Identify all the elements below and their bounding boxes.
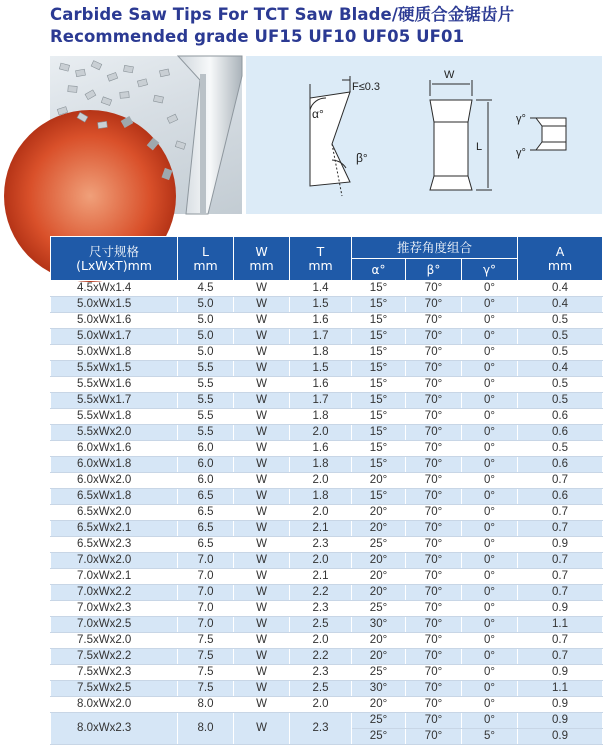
saw-tip-diagram bbox=[246, 56, 602, 214]
size-cell: 6.5xWx2.3 bbox=[51, 537, 178, 553]
beta-cell: 70° bbox=[406, 569, 462, 585]
length-dimension-label: L bbox=[476, 141, 483, 153]
w-cell: W bbox=[234, 601, 290, 617]
w-cell: W bbox=[234, 505, 290, 521]
t-cell: 1.8 bbox=[290, 489, 352, 505]
size-cell: 7.0xWx2.0 bbox=[51, 553, 178, 569]
gamma-cell: 5° bbox=[462, 729, 518, 745]
a-cell: 0.4 bbox=[518, 281, 603, 297]
size-cell: 5.5xWx1.7 bbox=[51, 393, 178, 409]
t-cell: 2.1 bbox=[290, 569, 352, 585]
table-row bbox=[51, 329, 603, 345]
l-cell: 7.5 bbox=[178, 681, 234, 697]
gamma-cell: 0° bbox=[462, 585, 518, 601]
beta-cell: 70° bbox=[406, 681, 462, 697]
beta-cell: 70° bbox=[406, 697, 462, 713]
t-cell: 2.0 bbox=[290, 473, 352, 489]
beta-cell: 70° bbox=[406, 313, 462, 329]
l-cell: 5.0 bbox=[178, 313, 234, 329]
table-row bbox=[51, 521, 603, 537]
l-cell: 8.0 bbox=[178, 713, 234, 745]
table-row bbox=[51, 537, 603, 553]
gamma-column-header: γ° bbox=[462, 259, 518, 281]
t-cell: 2.2 bbox=[290, 585, 352, 601]
l-cell: 6.5 bbox=[178, 505, 234, 521]
alpha-cell: 25° bbox=[352, 537, 406, 553]
w-cell: W bbox=[234, 441, 290, 457]
a-cell: 0.5 bbox=[518, 393, 603, 409]
w-cell: W bbox=[234, 553, 290, 569]
w-cell: W bbox=[234, 681, 290, 697]
w-cell: W bbox=[234, 361, 290, 377]
l-cell: 5.5 bbox=[178, 425, 234, 441]
l-cell: 5.5 bbox=[178, 377, 234, 393]
l-cell: 5.0 bbox=[178, 297, 234, 313]
size-cell: 7.5xWx2.0 bbox=[51, 633, 178, 649]
a-cell: 0.5 bbox=[518, 441, 603, 457]
a-cell: 0.7 bbox=[518, 521, 603, 537]
a-cell: 0.6 bbox=[518, 425, 603, 441]
beta-angle-label: β° bbox=[356, 151, 368, 165]
l-cell: 6.0 bbox=[178, 457, 234, 473]
w-cell: W bbox=[234, 665, 290, 681]
alpha-cell: 25° bbox=[352, 729, 406, 745]
size-cell: 6.0xWx1.6 bbox=[51, 441, 178, 457]
size-cell: 5.5xWx1.5 bbox=[51, 361, 178, 377]
beta-cell: 70° bbox=[406, 665, 462, 681]
w-cell: W bbox=[234, 457, 290, 473]
t-cell: 1.7 bbox=[290, 329, 352, 345]
size-cell: 5.5xWx1.6 bbox=[51, 377, 178, 393]
a-cell: 0.7 bbox=[518, 505, 603, 521]
w-cell: W bbox=[234, 537, 290, 553]
a-cell: 1.1 bbox=[518, 681, 603, 697]
table-row bbox=[51, 361, 603, 377]
size-cell: 7.0xWx2.2 bbox=[51, 585, 178, 601]
table-row bbox=[51, 281, 603, 297]
w-cell: W bbox=[234, 281, 290, 297]
alpha-cell: 15° bbox=[352, 345, 406, 361]
beta-cell: 70° bbox=[406, 585, 462, 601]
alpha-cell: 20° bbox=[352, 585, 406, 601]
t-cell: 2.3 bbox=[290, 713, 352, 745]
w-cell: W bbox=[234, 329, 290, 345]
a-cell: 0.7 bbox=[518, 649, 603, 665]
a-cell: 0.9 bbox=[518, 665, 603, 681]
alpha-cell: 15° bbox=[352, 329, 406, 345]
l-cell: 5.5 bbox=[178, 393, 234, 409]
table-row bbox=[51, 409, 603, 425]
angle-group-header: 推荐角度组合 bbox=[352, 237, 518, 259]
t-cell: 1.5 bbox=[290, 297, 352, 313]
l-cell: 5.5 bbox=[178, 409, 234, 425]
table-row bbox=[51, 649, 603, 665]
gamma-cell: 0° bbox=[462, 553, 518, 569]
alpha-cell: 20° bbox=[352, 505, 406, 521]
front-view bbox=[430, 80, 492, 190]
alpha-cell: 30° bbox=[352, 681, 406, 697]
gamma-angle-bottom-label: γ° bbox=[516, 147, 526, 159]
size-cell: 7.0xWx2.3 bbox=[51, 601, 178, 617]
table-row bbox=[51, 697, 603, 713]
w-cell: W bbox=[234, 713, 290, 745]
gamma-cell: 0° bbox=[462, 713, 518, 729]
table-row bbox=[51, 553, 603, 569]
l-cell: 7.0 bbox=[178, 601, 234, 617]
a-cell: 0.5 bbox=[518, 377, 603, 393]
t-cell: 2.5 bbox=[290, 617, 352, 633]
alpha-cell: 15° bbox=[352, 281, 406, 297]
table-row bbox=[51, 601, 603, 617]
size-cell: 5.5xWx2.0 bbox=[51, 425, 178, 441]
a-cell: 0.9 bbox=[518, 537, 603, 553]
alpha-cell: 15° bbox=[352, 441, 406, 457]
w-cell: W bbox=[234, 473, 290, 489]
t-cell: 2.1 bbox=[290, 521, 352, 537]
alpha-cell: 15° bbox=[352, 393, 406, 409]
t-cell: 1.8 bbox=[290, 409, 352, 425]
a-cell: 0.7 bbox=[518, 569, 603, 585]
t-cell: 2.0 bbox=[290, 633, 352, 649]
alpha-cell: 15° bbox=[352, 457, 406, 473]
gamma-cell: 0° bbox=[462, 649, 518, 665]
size-cell: 6.5xWx2.1 bbox=[51, 521, 178, 537]
w-cell: W bbox=[234, 617, 290, 633]
beta-cell: 70° bbox=[406, 473, 462, 489]
alpha-cell: 15° bbox=[352, 297, 406, 313]
gamma-cell: 0° bbox=[462, 633, 518, 649]
l-cell: 6.5 bbox=[178, 537, 234, 553]
t-cell: 1.6 bbox=[290, 441, 352, 457]
gamma-cell: 0° bbox=[462, 569, 518, 585]
gamma-cell: 0° bbox=[462, 457, 518, 473]
technical-drawing bbox=[246, 56, 602, 214]
a-cell: 0.9 bbox=[518, 601, 603, 617]
beta-cell: 70° bbox=[406, 521, 462, 537]
alpha-cell: 25° bbox=[352, 713, 406, 729]
size-cell: 7.0xWx2.1 bbox=[51, 569, 178, 585]
w-cell: W bbox=[234, 697, 290, 713]
alpha-cell: 25° bbox=[352, 601, 406, 617]
size-cell: 6.5xWx1.8 bbox=[51, 489, 178, 505]
size-cell: 7.0xWx2.5 bbox=[51, 617, 178, 633]
table-row bbox=[51, 313, 603, 329]
specification-rows bbox=[51, 281, 603, 745]
beta-cell: 70° bbox=[406, 425, 462, 441]
a-cell: 0.5 bbox=[518, 329, 603, 345]
t-cell: 1.7 bbox=[290, 393, 352, 409]
w-cell: W bbox=[234, 393, 290, 409]
size-cell: 8.0xWx2.0 bbox=[51, 697, 178, 713]
table-row bbox=[51, 297, 603, 313]
t-cell: 2.0 bbox=[290, 697, 352, 713]
beta-cell: 70° bbox=[406, 393, 462, 409]
l-cell: 6.5 bbox=[178, 521, 234, 537]
size-cell: 6.0xWx1.8 bbox=[51, 457, 178, 473]
l-cell: 7.0 bbox=[178, 553, 234, 569]
width-dimension-label: W bbox=[444, 69, 455, 81]
beta-cell: 70° bbox=[406, 601, 462, 617]
gamma-cell: 0° bbox=[462, 681, 518, 697]
a-cell: 0.6 bbox=[518, 457, 603, 473]
size-cell: 5.0xWx1.6 bbox=[51, 313, 178, 329]
alpha-cell: 20° bbox=[352, 473, 406, 489]
beta-cell: 70° bbox=[406, 441, 462, 457]
l-cell: 5.0 bbox=[178, 345, 234, 361]
beta-cell: 70° bbox=[406, 537, 462, 553]
w-cell: W bbox=[234, 633, 290, 649]
beta-column-header: β° bbox=[406, 259, 462, 281]
beta-cell: 70° bbox=[406, 329, 462, 345]
alpha-cell: 15° bbox=[352, 361, 406, 377]
a-cell: 0.5 bbox=[518, 313, 603, 329]
gamma-cell: 0° bbox=[462, 345, 518, 361]
saw-blade-photo-illustration bbox=[50, 56, 242, 214]
beta-cell: 70° bbox=[406, 729, 462, 745]
alpha-cell: 30° bbox=[352, 617, 406, 633]
a-cell: 0.6 bbox=[518, 489, 603, 505]
beta-cell: 70° bbox=[406, 633, 462, 649]
a-cell: 0.7 bbox=[518, 473, 603, 489]
l-cell: 8.0 bbox=[178, 697, 234, 713]
beta-cell: 70° bbox=[406, 505, 462, 521]
top-view bbox=[530, 118, 566, 150]
alpha-cell: 15° bbox=[352, 409, 406, 425]
t-cell: 2.0 bbox=[290, 425, 352, 441]
l-cell: 7.0 bbox=[178, 617, 234, 633]
l-cell: 6.5 bbox=[178, 489, 234, 505]
gamma-cell: 0° bbox=[462, 441, 518, 457]
a-cell: 0.9 bbox=[518, 697, 603, 713]
beta-cell: 70° bbox=[406, 409, 462, 425]
t-cell: 2.0 bbox=[290, 505, 352, 521]
beta-cell: 70° bbox=[406, 553, 462, 569]
a-cell: 0.4 bbox=[518, 297, 603, 313]
w-cell: W bbox=[234, 345, 290, 361]
a-cell: 1.1 bbox=[518, 617, 603, 633]
gamma-cell: 0° bbox=[462, 313, 518, 329]
gamma-cell: 0° bbox=[462, 489, 518, 505]
page-header bbox=[50, 4, 610, 48]
size-cell: 7.5xWx2.3 bbox=[51, 665, 178, 681]
table-row bbox=[51, 377, 603, 393]
alpha-cell: 20° bbox=[352, 697, 406, 713]
table-row bbox=[51, 441, 603, 457]
alpha-cell: 15° bbox=[352, 313, 406, 329]
size-column-header: 尺寸规格 (LxWxT)mm bbox=[51, 237, 178, 281]
size-cell: 5.5xWx1.8 bbox=[51, 409, 178, 425]
alpha-cell: 20° bbox=[352, 521, 406, 537]
size-cell: 5.0xWx1.7 bbox=[51, 329, 178, 345]
gamma-cell: 0° bbox=[462, 521, 518, 537]
aluminium-profile bbox=[178, 56, 242, 214]
l-cell: 7.0 bbox=[178, 585, 234, 601]
w-cell: W bbox=[234, 521, 290, 537]
table-row bbox=[51, 345, 603, 361]
alpha-cell: 15° bbox=[352, 377, 406, 393]
table-row bbox=[51, 457, 603, 473]
t-cell: 2.2 bbox=[290, 649, 352, 665]
alpha-cell: 20° bbox=[352, 649, 406, 665]
size-cell: 6.0xWx2.0 bbox=[51, 473, 178, 489]
a-cell: 0.5 bbox=[518, 345, 603, 361]
l-cell: 7.5 bbox=[178, 649, 234, 665]
w-cell: W bbox=[234, 425, 290, 441]
gamma-angle-top-label: γ° bbox=[516, 113, 526, 125]
w-cell: W bbox=[234, 313, 290, 329]
w-cell: W bbox=[234, 377, 290, 393]
gamma-cell: 0° bbox=[462, 697, 518, 713]
alpha-cell: 15° bbox=[352, 425, 406, 441]
gamma-cell: 0° bbox=[462, 409, 518, 425]
beta-cell: 70° bbox=[406, 489, 462, 505]
t-cell: 1.6 bbox=[290, 377, 352, 393]
a-cell: 0.9 bbox=[518, 729, 603, 745]
l-cell: 7.5 bbox=[178, 665, 234, 681]
product-photo bbox=[50, 56, 242, 214]
l-cell: 6.0 bbox=[178, 441, 234, 457]
a-column-header: A mm bbox=[518, 237, 603, 281]
table-row bbox=[51, 665, 603, 681]
gamma-cell: 0° bbox=[462, 425, 518, 441]
gamma-cell: 0° bbox=[462, 297, 518, 313]
table-row bbox=[51, 393, 603, 409]
t-cell: 1.6 bbox=[290, 313, 352, 329]
w-cell: W bbox=[234, 649, 290, 665]
beta-cell: 70° bbox=[406, 457, 462, 473]
gamma-cell: 0° bbox=[462, 377, 518, 393]
w-cell: W bbox=[234, 297, 290, 313]
t-cell: 1.4 bbox=[290, 281, 352, 297]
table-row-merged-1 bbox=[51, 713, 603, 729]
size-cell: 8.0xWx2.3 bbox=[51, 713, 178, 745]
table-row bbox=[51, 633, 603, 649]
beta-cell: 70° bbox=[406, 617, 462, 633]
a-cell: 0.7 bbox=[518, 633, 603, 649]
t-cell: 2.3 bbox=[290, 601, 352, 617]
size-cell: 4.5xWx1.4 bbox=[51, 281, 178, 297]
gamma-cell: 0° bbox=[462, 665, 518, 681]
gamma-cell: 0° bbox=[462, 393, 518, 409]
beta-cell: 70° bbox=[406, 297, 462, 313]
alpha-cell: 25° bbox=[352, 665, 406, 681]
gamma-cell: 0° bbox=[462, 473, 518, 489]
l-cell: 6.0 bbox=[178, 473, 234, 489]
t-cell: 1.5 bbox=[290, 361, 352, 377]
table-row bbox=[51, 569, 603, 585]
beta-cell: 70° bbox=[406, 345, 462, 361]
w-cell: W bbox=[234, 489, 290, 505]
beta-cell: 70° bbox=[406, 361, 462, 377]
t-cell: 2.0 bbox=[290, 553, 352, 569]
l-cell: 7.5 bbox=[178, 633, 234, 649]
t-cell: 2.3 bbox=[290, 665, 352, 681]
table-row bbox=[51, 425, 603, 441]
gamma-cell: 0° bbox=[462, 281, 518, 297]
size-cell: 7.5xWx2.2 bbox=[51, 649, 178, 665]
w-cell: W bbox=[234, 409, 290, 425]
t-cell: 1.8 bbox=[290, 457, 352, 473]
alpha-cell: 15° bbox=[352, 489, 406, 505]
page-title: Carbide Saw Tips For TCT Saw Blade/硬质合金锯齿片 bbox=[50, 5, 515, 24]
w-cell: W bbox=[234, 585, 290, 601]
l-cell: 7.0 bbox=[178, 569, 234, 585]
l-cell: 4.5 bbox=[178, 281, 234, 297]
a-cell: 0.4 bbox=[518, 361, 603, 377]
size-cell: 6.5xWx2.0 bbox=[51, 505, 178, 521]
l-cell: 5.0 bbox=[178, 329, 234, 345]
specification-table bbox=[50, 236, 603, 745]
a-cell: 0.7 bbox=[518, 585, 603, 601]
table-row bbox=[51, 473, 603, 489]
alpha-cell: 20° bbox=[352, 569, 406, 585]
l-cell: 5.5 bbox=[178, 361, 234, 377]
a-cell: 0.6 bbox=[518, 409, 603, 425]
w-column-header: W mm bbox=[234, 237, 290, 281]
a-cell: 0.7 bbox=[518, 553, 603, 569]
gamma-cell: 0° bbox=[462, 601, 518, 617]
size-cell: 5.0xWx1.5 bbox=[51, 297, 178, 313]
t-column-header: T mm bbox=[290, 237, 352, 281]
beta-cell: 70° bbox=[406, 281, 462, 297]
table-row bbox=[51, 585, 603, 601]
gamma-cell: 0° bbox=[462, 361, 518, 377]
alpha-cell: 20° bbox=[352, 553, 406, 569]
gamma-cell: 0° bbox=[462, 537, 518, 553]
gamma-cell: 0° bbox=[462, 617, 518, 633]
recommended-grades: Recommended grade UF15 UF10 UF05 UF01 bbox=[50, 27, 465, 46]
gamma-cell: 0° bbox=[462, 329, 518, 345]
table-row bbox=[51, 505, 603, 521]
size-cell: 5.0xWx1.8 bbox=[51, 345, 178, 361]
beta-cell: 70° bbox=[406, 649, 462, 665]
l-column-header: L mm bbox=[178, 237, 234, 281]
size-cell: 7.5xWx2.5 bbox=[51, 681, 178, 697]
beta-cell: 70° bbox=[406, 377, 462, 393]
side-view bbox=[310, 76, 350, 196]
table-row bbox=[51, 617, 603, 633]
alpha-angle-label: α° bbox=[312, 107, 324, 121]
t-cell: 2.5 bbox=[290, 681, 352, 697]
t-cell: 1.8 bbox=[290, 345, 352, 361]
gamma-cell: 0° bbox=[462, 505, 518, 521]
table-row bbox=[51, 489, 603, 505]
alpha-column-header: α° bbox=[352, 259, 406, 281]
alpha-cell: 20° bbox=[352, 633, 406, 649]
table-row bbox=[51, 681, 603, 697]
beta-cell: 70° bbox=[406, 713, 462, 729]
w-cell: W bbox=[234, 569, 290, 585]
f-tolerance-label: F≤0.3 bbox=[352, 81, 381, 93]
a-cell: 0.9 bbox=[518, 713, 603, 729]
t-cell: 2.3 bbox=[290, 537, 352, 553]
